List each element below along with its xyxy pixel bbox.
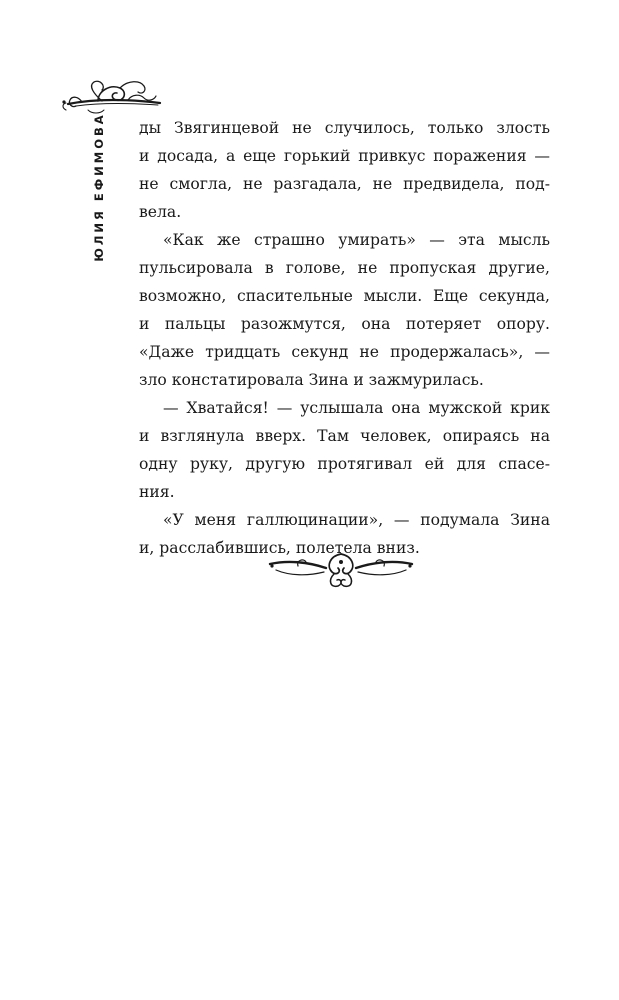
text-line: и пальцы разожмутся, она потеряет опору. xyxy=(139,315,550,333)
text-line: «Как же страшно умирать» — эта мысль xyxy=(163,231,550,249)
text-line: зло констатировала Зина и зажмурилась. xyxy=(139,371,484,389)
text-line: возможно, спасительные мысли. Еще секунда, xyxy=(139,287,550,305)
text-line: пульсировала в голове, не пропуская другие, xyxy=(139,259,550,277)
text-line: ния. xyxy=(139,483,175,501)
text-line: «Даже тридцать секунд не продержалась», — xyxy=(139,343,550,361)
running-head-author: ЮЛИЯ ЕФИМОВА xyxy=(92,112,106,262)
paragraph xyxy=(139,114,550,226)
text-line: не смогла, не разгадала, не предвидела, под- xyxy=(139,175,550,193)
text-line: «У меня галлюцинации», — подумала Зина xyxy=(163,511,550,529)
text-line: вела. xyxy=(139,203,182,221)
text-line: и досада, а еще горький привкус поражения — xyxy=(139,147,550,165)
text-line: — Хватайся! — услышала она мужской крик xyxy=(163,399,550,417)
text-line: одну руку, другую протягивал ей для спасе- xyxy=(139,455,550,473)
text-line: и, расслабившись, полетела вниз. xyxy=(139,539,420,557)
divider-flourish-icon xyxy=(268,550,414,590)
paragraph xyxy=(139,394,550,506)
running-head xyxy=(84,112,114,262)
corner-flourish-icon xyxy=(58,76,162,116)
page-body xyxy=(139,114,550,562)
paragraph xyxy=(139,226,550,394)
text-line: ды Звягинцевой не случилось, только злость xyxy=(139,119,550,137)
text-line: и взглянула вверх. Там человек, опираясь на xyxy=(139,427,550,445)
